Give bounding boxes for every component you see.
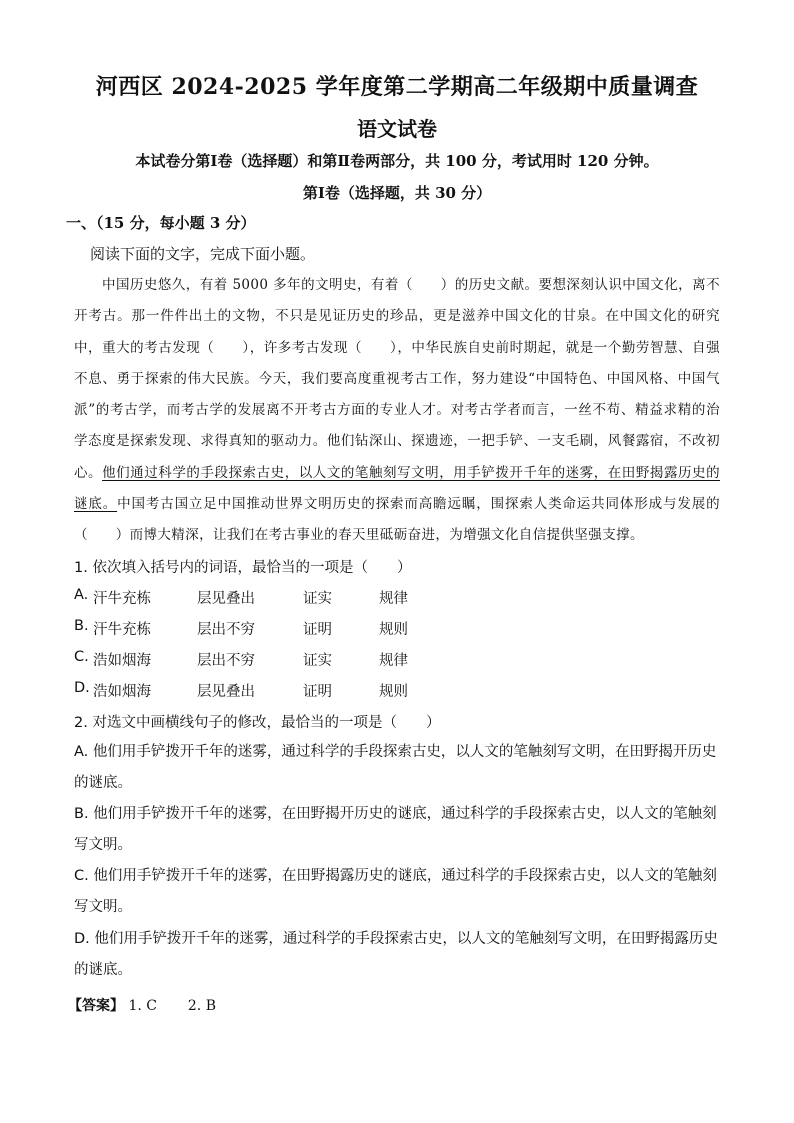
answer-2: 2. B — [187, 998, 216, 1014]
question-2-option-c[interactable]: C. 他们用手铲拨开千年的迷雾，在田野揭露历史的谜底，通过科学的手段探索古史，以人文的笔触刻写文明。 — [74, 868, 717, 915]
passage-text-end: 中国考古国立足中国推动世界文明历史的探索而高瞻远瞩，围探索人类命运共同体形成与发展的（ ）而博大精深，让我们在考古事业的春天里砥砺奋进，为增强文化自信提供坚强支撑。 — [74, 496, 720, 544]
part-heading: 第Ⅰ卷（选择题，共 30 分） — [302, 184, 492, 202]
underlined-sentence: 他们通过科学的手段探索古史，以人文的笔触刻写文明，用手铲拨开千年的迷雾，在田野揭露历史的谜底。 — [74, 464, 720, 513]
answer-line — [68, 995, 216, 1015]
option-word-1: 汗牛充栋 — [93, 591, 151, 607]
reading-passage — [74, 270, 720, 552]
option-word-3: 证明 — [303, 622, 332, 638]
passage-text: 中国历史悠久，有着 5000 多年的文明史，有着（ ）的历史文献。要想深刻认识中国文化，离不开考古。那一件件出土的文物，不只是见证历史的珍品，更是滋养中国文化的甘泉。在中国文化的研究中，重大的考古发现（ ），许多考古发现（ ），中华民族自史前时期起，就是一个勤劳智慧、自强不息、勇于探索的伟大民族。今天，我们要高度重视考古工作，努力建设“中国特色、中国风格、中国气派”的考古学，而考古学的发展离不开考古方面的专业人才。对考古学者而言，一丝不苟、精益求精的治学态度是探索发现、求得真知的驱动力。他们钻深山、探遗迹，一把手铲、一支毛刷，风餐露宿，不改初心。 — [74, 277, 720, 481]
exam-note: 本试卷分第Ⅰ卷（选择题）和第Ⅱ卷两部分，共 100 分，考试用时 120 分钟。 — [135, 152, 659, 170]
answer-1: 1. C — [128, 998, 157, 1014]
option-word-3: 证实 — [303, 653, 332, 669]
exam-title: 河西区 2024-2025 学年度第二学期高二年级期中质量调查 — [95, 74, 699, 100]
option-letter: C. — [74, 649, 89, 665]
option-word-2: 层出不穷 — [197, 653, 255, 669]
exam-subtitle: 语文试卷 — [357, 117, 437, 141]
question-1-stem: 1. 依次填入括号内的词语，最恰当的一项是（ ） — [74, 560, 412, 576]
option-word-3: 证实 — [303, 591, 332, 607]
option-word-1: 浩如烟海 — [93, 684, 151, 700]
option-letter: B. — [74, 618, 89, 634]
option-word-1: 汗牛充栋 — [93, 622, 151, 638]
option-letter: A. — [74, 587, 89, 603]
option-word-2: 层见叠出 — [197, 684, 255, 700]
answer-label: 【答案】 — [68, 998, 124, 1014]
section-heading: 一、（15 分，每小题 3 分） — [66, 214, 256, 232]
option-word-2: 层见叠出 — [197, 591, 255, 607]
option-word-4: 规律 — [379, 653, 408, 669]
option-word-1: 浩如烟海 — [93, 653, 151, 669]
option-word-3: 证明 — [303, 684, 332, 700]
question-2-option-d[interactable]: D. 他们用手铲拨开千年的迷雾，通过科学的手段探索古史，以人文的笔触刻写文明，在田野揭露历史的谜底。 — [74, 931, 718, 978]
question-2-option-a[interactable]: A. 他们用手铲拨开千年的迷雾，通过科学的手段探索古史，以人文的笔触刻写文明，在田野揭开历史的谜底。 — [74, 744, 717, 791]
option-word-2: 层出不穷 — [197, 622, 255, 638]
question-2-option-b[interactable]: B. 他们用手铲拨开千年的迷雾，在田野揭开历史的谜底，通过科学的手段探索古史，以人文的笔触刻写文明。 — [74, 806, 717, 853]
reading-instruction: 阅读下面的文字，完成下面小题。 — [90, 245, 316, 263]
option-letter: D. — [74, 680, 90, 696]
option-word-4: 规则 — [379, 684, 408, 700]
option-word-4: 规律 — [379, 591, 408, 607]
option-word-4: 规则 — [379, 622, 408, 638]
question-2-stem: 2. 对选文中画横线句子的修改，最恰当的一项是（ ） — [74, 715, 441, 731]
